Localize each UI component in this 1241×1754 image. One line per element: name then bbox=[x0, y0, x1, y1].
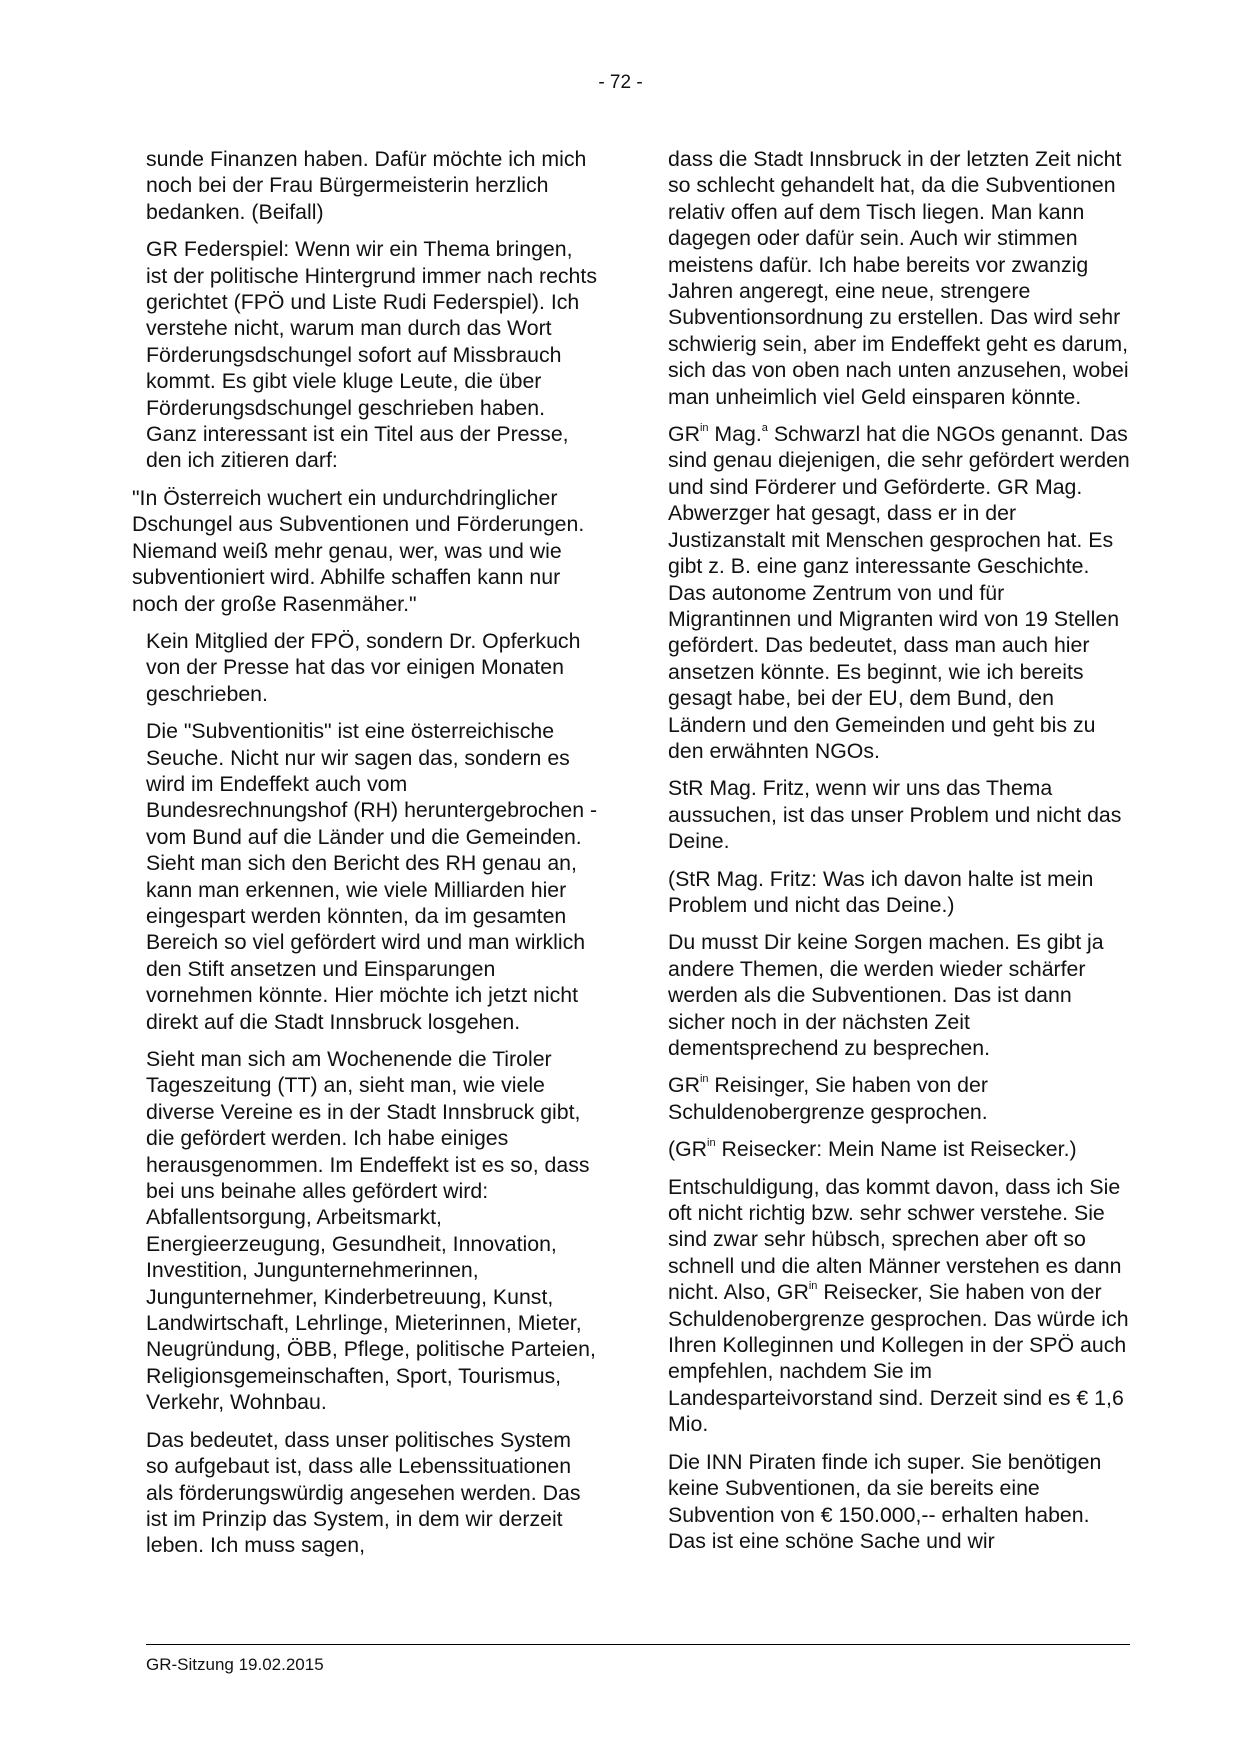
speaker-prefix: GR bbox=[668, 1073, 700, 1098]
paragraph-text: Entschuldigung, das kommt davon, dass ich Sie oft nicht richtig bzw. sehr schwer verstehe. Sie sind zwar sehr hübsch, sprechen aber oft so schnell und die alten Männer verstehen es dann nicht. Also, GR bbox=[668, 1174, 1122, 1305]
right-column bbox=[668, 146, 1130, 1565]
footer-divider bbox=[146, 1644, 1130, 1645]
paragraph bbox=[668, 1174, 1130, 1438]
paragraph-text: Reisecker: Mein Name ist Reisecker.) bbox=[715, 1137, 1077, 1162]
paragraph bbox=[668, 1072, 1130, 1125]
speaker-title: Mag. bbox=[708, 422, 762, 447]
paragraph: GR Federspiel: Wenn wir ein Thema bringen, ist der politische Hintergrund immer nach rechts gerichtet (FPÖ und Liste Rudi Federspiel). Ich verstehe nicht, warum man durch das Wort Förderungsdschungel sofort auf Missbrauch kommt. Es gibt viele kluge Leute, die über Förderungsdschungel geschrieben haben. Ganz interessant ist ein Titel aus der Presse, den ich zitieren darf: bbox=[146, 237, 597, 473]
paragraph: StR Mag. Fritz, wenn wir uns das Thema aussuchen, ist das unser Problem und nicht das Deine. bbox=[668, 776, 1122, 854]
interjection: (StR Mag. Fritz: Was ich davon halte ist mein Problem und nicht das Deine.) bbox=[668, 866, 1094, 917]
paragraph: sunde Finanzen haben. Dafür möchte ich mich noch bei der Frau Bürgermeisterin herzlich bedanken. (Beifall) bbox=[146, 147, 587, 224]
superscript: a bbox=[761, 421, 768, 434]
paragraph: dass die Stadt Innsbruck in der letzten Zeit nicht so schlecht gehandelt hat, da die Subventionen relativ offen auf dem Tisch liegen. Man kann dagegen oder dafür sein. Auch wir stimmen meistens dafür. Ich habe bereits vor zwanzig Jahren angeregt, eine neue, strengere Subventionsordnung zu erstellen. Das wird sehr schwierig sein, aber im Endeffekt geht es darum, sich das von oben nach unten anzusehen, wobei man unheimlich viel Geld einsparen könnte. bbox=[668, 147, 1129, 409]
paragraph bbox=[668, 421, 1130, 764]
paragraph: Sieht man sich am Wochenende die Tiroler Tageszeitung (TT) an, sieht man, wie viele diverse Vereine es in der Stadt Innsbruck gibt, die gefördert werden. Ich habe einiges herausgenommen. Im Endeffekt ist es so, dass bei uns beinahe alles gefördert wird: Abfallentsorgung, Arbeitsmarkt, Energieerzeugung, Gesundheit, Innovation, Investition, Jungunternehmerinnen, Jungunternehmer, Kinderbetreuung, Kunst, Landwirtschaft, Lehrlinge, Mieterinnen, Mieter, Neugründung, ÖBB, Pflege, politische Parteien, Religionsgemeinschaften, Sport, Tourismus, Verkehr, Wohnbau. bbox=[146, 1047, 596, 1415]
speaker-prefix: GR bbox=[668, 422, 700, 447]
superscript: in bbox=[699, 1073, 709, 1086]
superscript: in bbox=[707, 1137, 716, 1150]
paragraph: Du musst Dir keine Sorgen machen. Es gibt ja andere Themen, die werden wieder schärfer werden als die Subventionen. Das ist dann sicher noch in der nächsten Zeit dementsprechend zu besprechen. bbox=[668, 930, 1104, 1060]
page-number: - 72 - bbox=[598, 72, 643, 93]
paragraph-text: Reisecker, Sie haben von der Schuldenobergrenze gesprochen. Das würde ich Ihren Kolleginnen und Kollegen in der SPÖ auch empfehlen, nachdem Sie im Landesparteivorstand sind. Derzeit sind es € 1,6 Mio. bbox=[668, 1280, 1129, 1437]
footer-session-date: GR-Sitzung 19.02.2015 bbox=[146, 1655, 324, 1674]
superscript: in bbox=[808, 1280, 818, 1293]
paragraph: Die INN Piraten finde ich super. Sie benötigen keine Subventionen, da sie bereits eine Subvention von € 150.000,-- erhalten haben. Das ist eine schöne Sache und wir bbox=[668, 1449, 1102, 1553]
interjection bbox=[668, 1136, 1130, 1162]
paragraph-text: Schwarzl hat die NGOs genannt. Das sind genau diejenigen, die sehr gefördert werden und sind Förderer und Geförderte. GR Mag. Abwerzger hat gesagt, dass er in der Justizanstalt mit Menschen gesprochen hat. Es gibt z. B. eine ganz interessante Geschichte. Das autonome Zentrum von und für Migrantinnen und Migranten wird von 19 Stellen gefördert. Das bedeutet, dass man auch hier ansetzen könnte. Es beginnt, wie ich bereits gesagt habe, bei der EU, dem Bund, den Ländern und den Gemeinden und geht bis zu den erwähnten NGOs. bbox=[668, 422, 1130, 763]
paragraph: Kein Mitglied der FPÖ, sondern Dr. Opferkuch von der Presse hat das vor einigen Monaten geschrieben. bbox=[146, 628, 581, 706]
paragraph-text: Reisinger, Sie haben von der Schuldenobergrenze gesprochen. bbox=[668, 1073, 988, 1124]
paragraph: Die "Subventionitis" ist eine österreichische Seuche. Nicht nur wir sagen das, sondern es wird im Endeffekt auch vom Bundesrechnungshof (RH) heruntergebrochen - vom Bund auf die Länder und die Gemeinden. Sieht man sich den Bericht des RH genau an, kann man erkennen, wie viele Milliarden hier eingespart werden könnten, da im gesamten Bereich so viel gefördert wird und man wirklich den Stift ansetzen und Einsparungen vornehmen könnte. Hier möchte ich jetzt nicht direkt auf die Stadt Innsbruck losgehen. bbox=[146, 719, 598, 1034]
paragraph: Das bedeutet, dass unser politisches System so aufgebaut ist, dass alle Lebenssituationen als förderungswürdig angesehen werden. Das ist im Prinzip das System, in dem wir derzeit leben. Ich muss sagen, bbox=[146, 1427, 581, 1558]
speaker-prefix: (GR bbox=[668, 1137, 708, 1162]
press-quote: "In Österreich wuchert ein undurchdringlicher Dschungel aus Subventionen und Förderungen. Niemand weiß mehr genau, wer, was und wie subventioniert wird. Abhilfe schaffen kann nur noch der große Rasenmäher." bbox=[132, 485, 585, 616]
left-column bbox=[132, 146, 598, 1570]
superscript: in bbox=[699, 421, 709, 434]
